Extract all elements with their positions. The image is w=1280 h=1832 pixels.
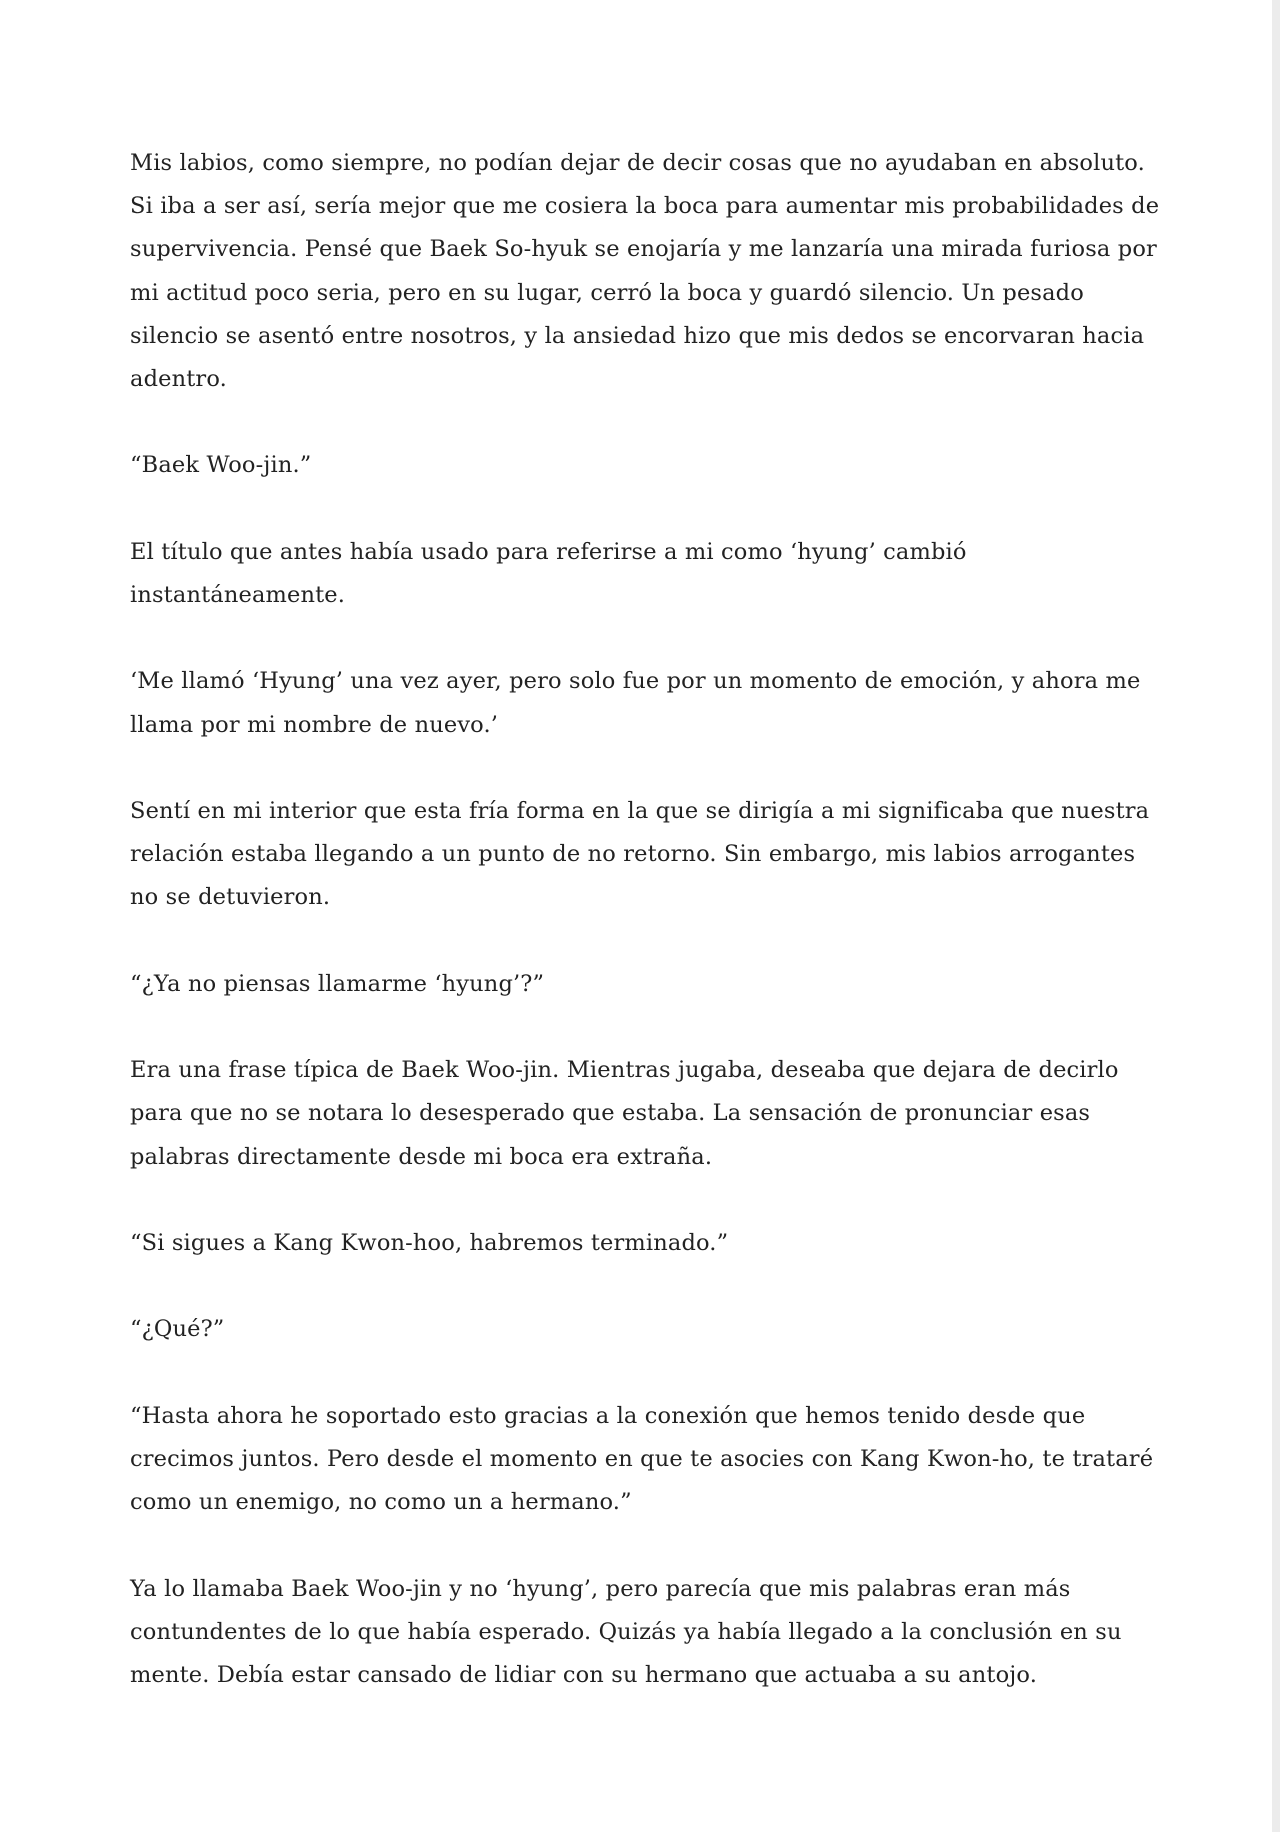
dialogue-line: “¿Qué?” xyxy=(130,1316,225,1343)
paragraph: Ya lo llamaba Baek Woo-jin y no ‘hyung’, pero parecía que mis palabras eran más contundentes de lo que había esperado. Quizás ya había llegado a la conclusión en su mente. Debía estar cansado de lidiar con su hermano que actuaba a su antojo. xyxy=(130,1575,1122,1688)
inner-thought: ‘Me llamó ‘Hyung’ una vez ayer, pero solo fue por un momento de emoción, y ahora me llama por mi nombre de nuevo.’ xyxy=(130,668,1141,738)
dialogue-line: “Si sigues a Kang Kwon-hoo, habremos terminado.” xyxy=(130,1229,729,1256)
dialogue-line: “Hasta ahora he soportado esto gracias a la conexión que hemos tenido desde que crecimos juntos. Pero desde el momento en que te asocies con Kang Kwon-ho, te trataré como un enemigo, no como un a hermano.” xyxy=(130,1402,1154,1516)
paragraph: Sentí en mi interior que esta fría forma en la que se dirigía a mi significaba que nuestra relación estaba llegando a un punto de no retorno. Sin embargo, mis labios arrogantes no se detuvieron. xyxy=(130,797,1150,911)
dialogue-line: “Baek Woo-jin.” xyxy=(130,452,312,479)
page-edge xyxy=(1272,0,1280,1832)
paragraph: Mis labios, como siempre, no podían dejar de decir cosas que no ayudaban en absoluto. Si iba a ser así, sería mejor que me cosiera la boca para aumentar mis probabilidades de supervivencia. Pensé que Baek So-hyuk se enojaría y me lanzaría una mirada furiosa por mi actitud poco seria, pero en su lugar, cerró la boca y guardó silencio. Un pesado silencio se asentó entre nosotros, y la ansiedad hizo que mis dedos se encorvaran hacia adentro. xyxy=(130,150,1160,393)
dialogue-line: “¿Ya no piensas llamarme ‘hyung’?” xyxy=(130,970,545,997)
paragraph: El título que antes había usado para referirse a mi como ‘hyung’ cambió instantáneamente. xyxy=(130,538,967,608)
paragraph: Era una frase típica de Baek Woo-jin. Mientras jugaba, deseaba que dejara de decirlo para que no se notara lo desesperado que estaba. La sensación de pronunciar esas palabras directamente desde mi boca era extraña. xyxy=(130,1057,1119,1170)
document-body xyxy=(130,142,1160,1697)
